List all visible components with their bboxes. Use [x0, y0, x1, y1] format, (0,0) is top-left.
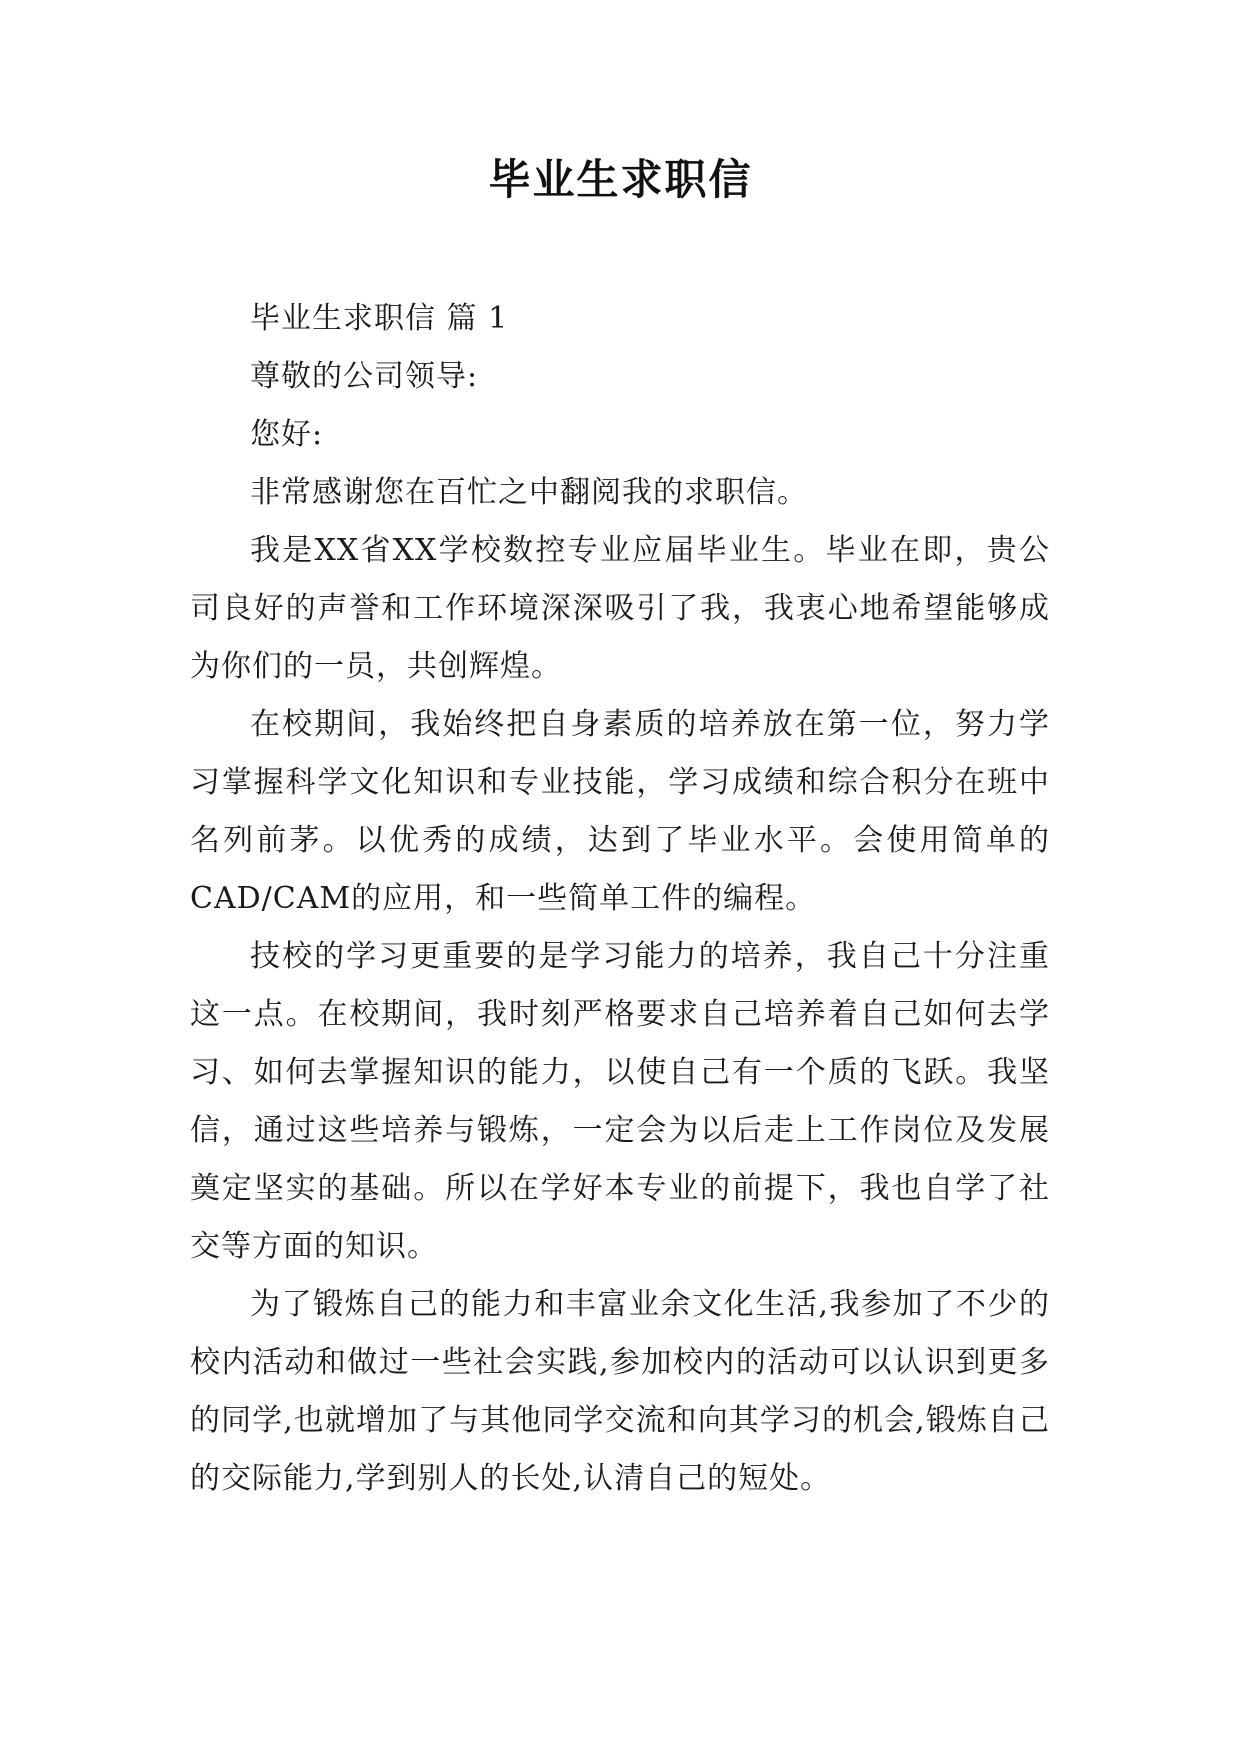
paragraph: 我是XX省XX学校数控专业应届毕业生。毕业在即，贵公司良好的声誉和工作环境深深吸引了我，我衷心地希望能够成为你们的一员，共创辉煌。: [190, 533, 1050, 684]
document-title: 毕业生求职信: [488, 155, 753, 204]
paragraph: 技校的学习更重要的是学习能力的培养，我自己十分注重这一点。在校期间，我时刻严格要求自己培养着自己如何去学习、如何去掌握知识的能力，以使自己有一个质的飞跃。我坚信，通过这些培养与锻炼，一定会为以后走上工作岗位及发展奠定坚实的基础。所以在学好本专业的前提下，我也自学了社交等方面的知识。: [190, 939, 1050, 1264]
salutation-line: 您好:: [250, 417, 324, 452]
paragraph: 在校期间，我始终把自身素质的培养放在第一位，努力学习掌握科学文化知识和专业技能，学习成绩和综合积分在班中名列前茅。以优秀的成绩，达到了毕业水平。会使用简单的CAD/CAM的应用，和一些简单工件的编程。: [190, 707, 1050, 916]
greeting-line: 尊敬的公司领导:: [250, 359, 479, 394]
paragraph: 非常感谢您在百忙之中翻阅我的求职信。: [250, 475, 808, 510]
document-body: [190, 290, 1050, 1508]
section-heading: 毕业生求职信 篇 1: [250, 301, 509, 336]
paragraph: 为了锻炼自己的能力和丰富业余文化生活,我参加了不少的校内活动和做过一些社会实践,参加校内的活动可以认识到更多的同学,也就增加了与其他同学交流和向其学习的机会,锻炼自己的交际能力,学到别人的长处,认清自己的短处。: [190, 1287, 1050, 1496]
